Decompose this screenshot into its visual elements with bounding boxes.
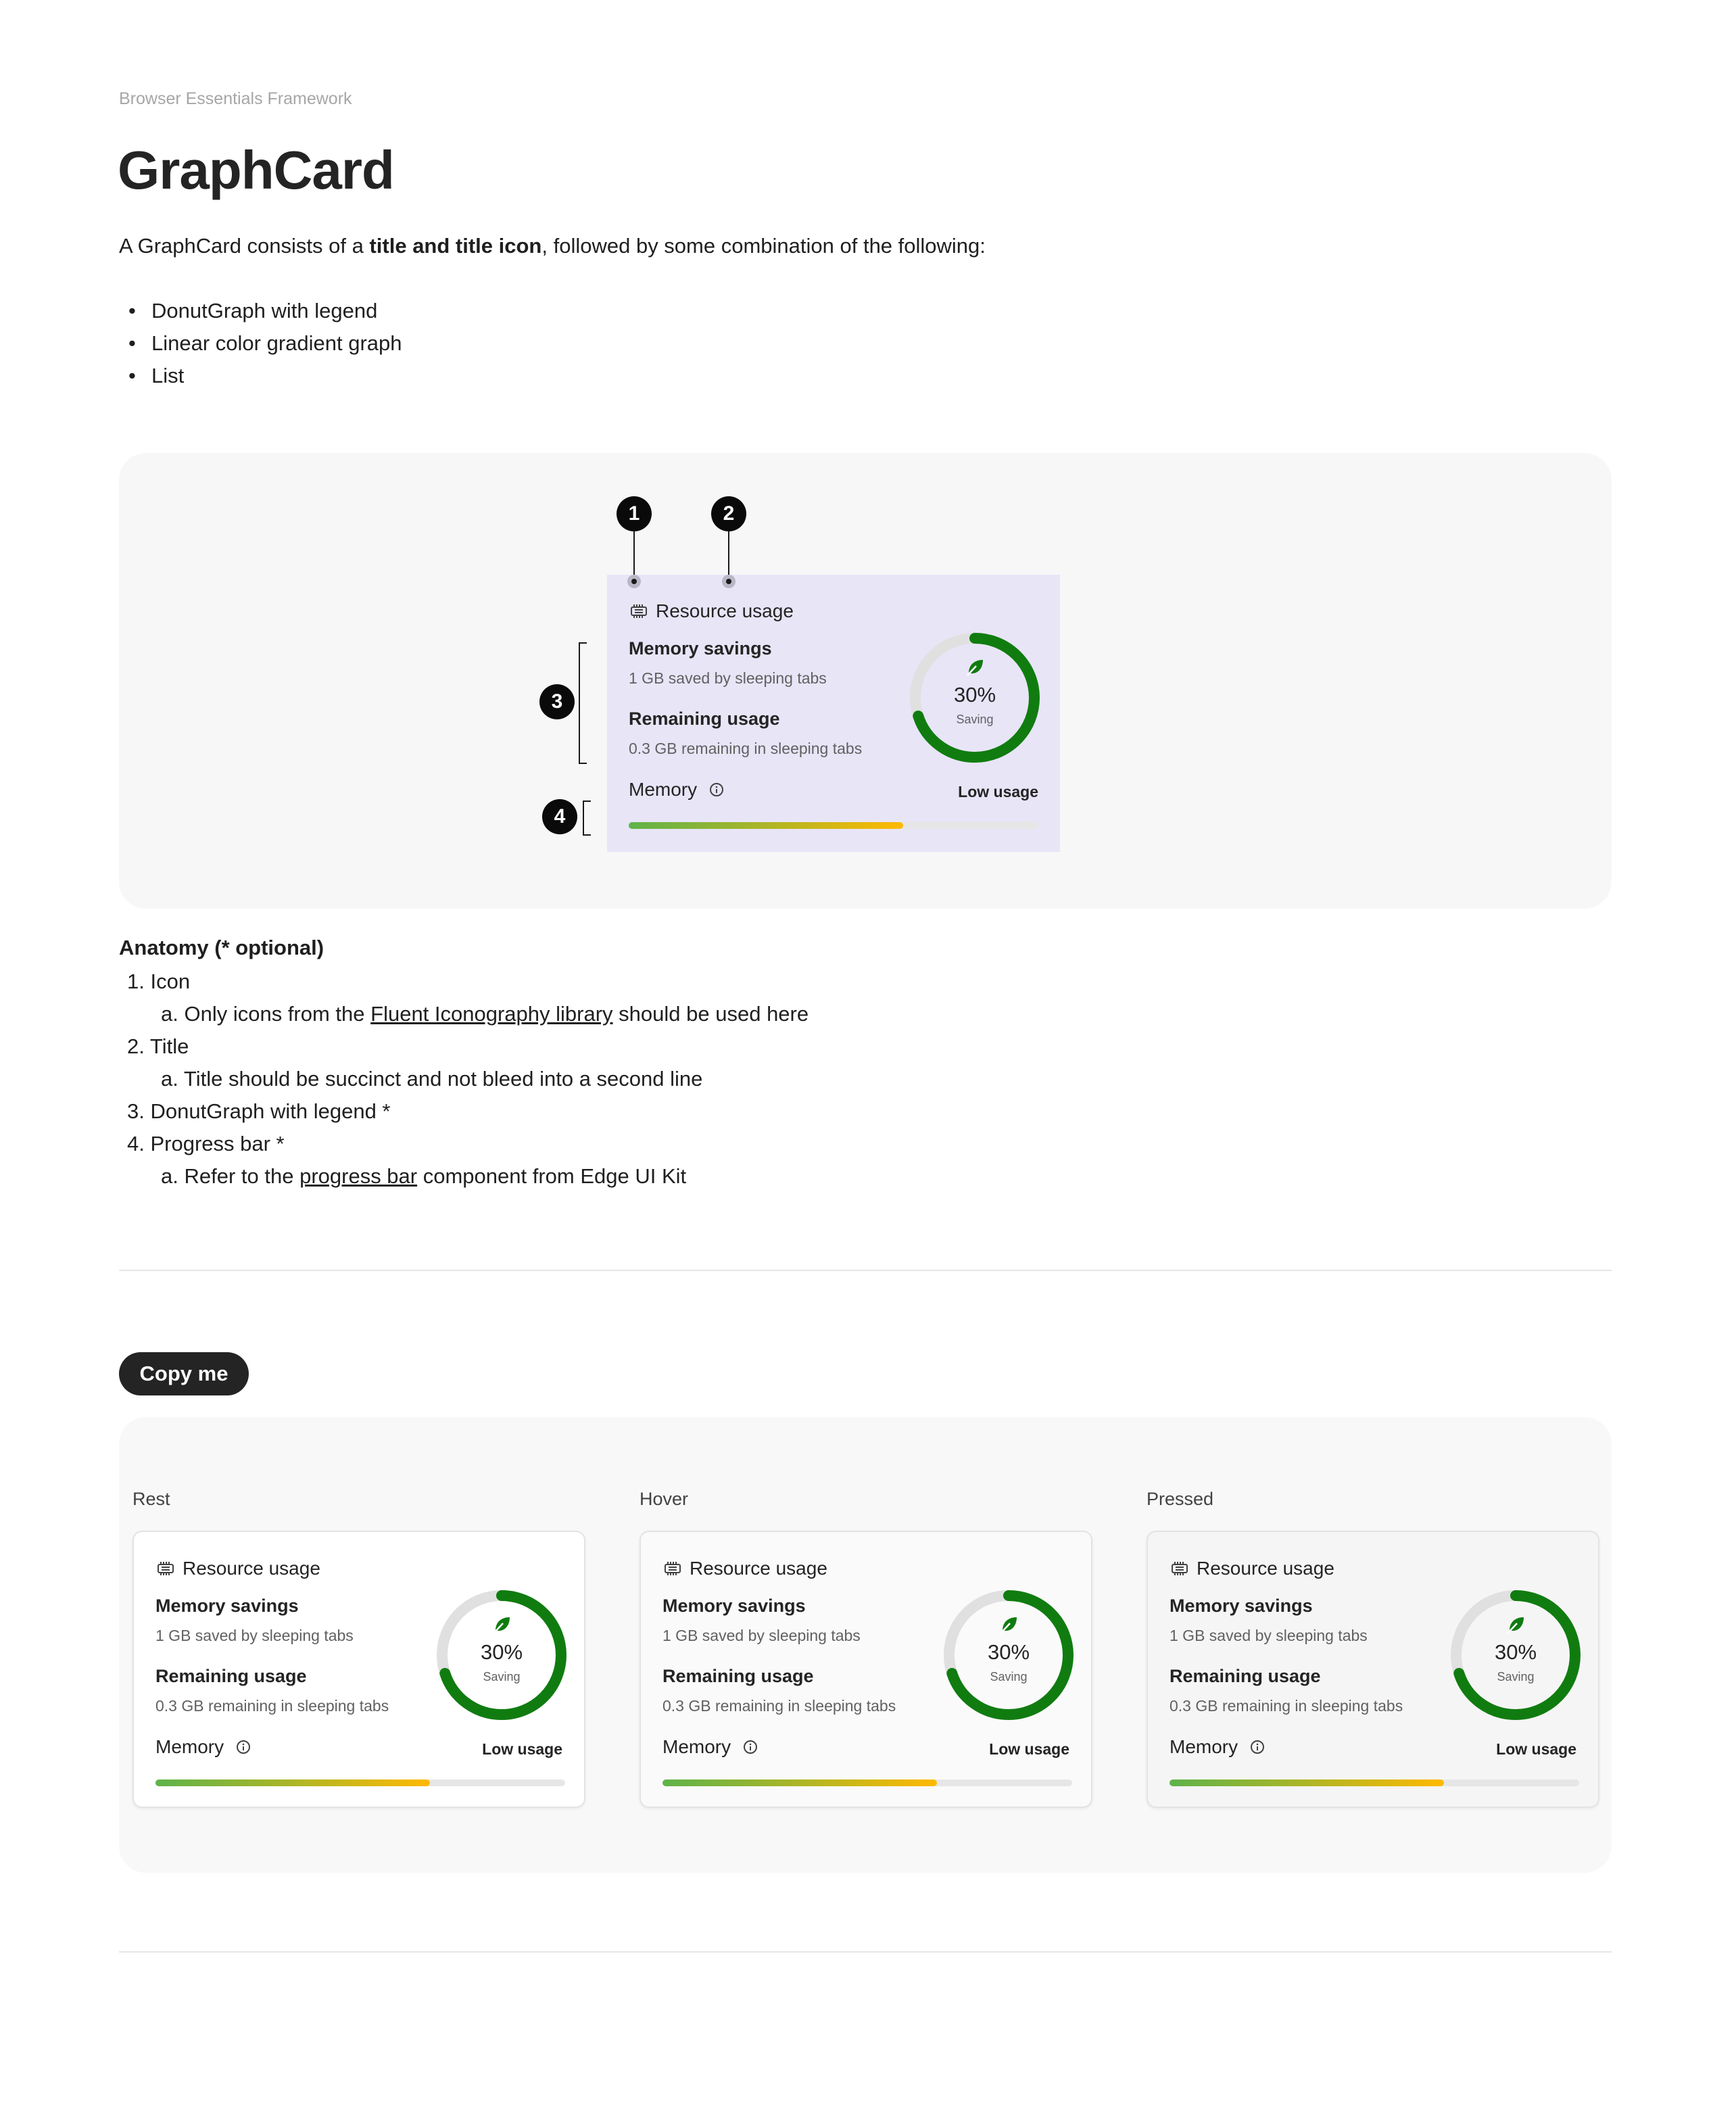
memory-chip-icon bbox=[629, 604, 649, 619]
progress-status: Low usage bbox=[1496, 1740, 1576, 1758]
legend-heading: Memory savings bbox=[1170, 1596, 1313, 1616]
marker-4: 4 bbox=[542, 799, 577, 834]
donut-caption: Saving bbox=[1497, 1670, 1535, 1683]
legend-heading: Remaining usage bbox=[662, 1666, 814, 1686]
donut-caption: Saving bbox=[483, 1670, 521, 1683]
donut-percent: 30% bbox=[987, 1640, 1030, 1664]
progress-bar-link[interactable]: progress bar bbox=[299, 1164, 418, 1188]
marker-2: 2 bbox=[711, 496, 746, 531]
marker-2-leader bbox=[728, 531, 729, 575]
progress-status: Low usage bbox=[958, 783, 1038, 800]
progress-label-row bbox=[629, 779, 724, 800]
memory-chip-icon bbox=[1170, 1561, 1190, 1576]
info-icon bbox=[709, 782, 724, 797]
progress-fill bbox=[662, 1779, 937, 1786]
card-title: Resource usage bbox=[1197, 1558, 1334, 1579]
marker-3-bracket bbox=[579, 642, 587, 764]
card-title-row bbox=[662, 1558, 827, 1579]
bullet-item: • Linear color gradient graph bbox=[128, 327, 402, 360]
leaf-icon bbox=[998, 1615, 1019, 1635]
graph-card-rest[interactable] bbox=[132, 1531, 585, 1808]
donut-caption: Saving bbox=[990, 1670, 1028, 1683]
card-title-row bbox=[629, 600, 794, 622]
state-label-hover: Hover bbox=[640, 1489, 689, 1509]
progress-track bbox=[662, 1779, 1072, 1786]
bullet-item: • DonutGraph with legend bbox=[128, 295, 402, 327]
anatomy-item: 3. DonutGraph with legend * bbox=[127, 1099, 391, 1123]
donut-percent: 30% bbox=[1494, 1640, 1537, 1664]
fluent-iconography-link[interactable]: Fluent Iconography library bbox=[370, 1002, 613, 1026]
anatomy-item: 4. Progress bar * bbox=[127, 1132, 285, 1155]
legend-heading: Memory savings bbox=[629, 638, 772, 659]
legend-detail: 1 GB saved by sleeping tabs bbox=[662, 1627, 861, 1644]
donut-percent: 30% bbox=[953, 683, 996, 707]
anatomy-subitem: a. Refer to the progress bar component from Edge UI Kit bbox=[161, 1164, 687, 1188]
copy-me-button[interactable]: Copy me bbox=[119, 1352, 249, 1395]
intro-bullets bbox=[128, 295, 402, 392]
marker-1: 1 bbox=[617, 496, 652, 531]
legend-heading: Remaining usage bbox=[1170, 1666, 1321, 1686]
marker-1-anchor bbox=[627, 575, 641, 588]
progress-label-row bbox=[1170, 1736, 1265, 1758]
donut-caption: Saving bbox=[956, 713, 994, 726]
legend-detail: 1 GB saved by sleeping tabs bbox=[155, 1627, 354, 1644]
card-title: Resource usage bbox=[656, 600, 794, 621]
intro-text: A GraphCard consists of a title and title icon, followed by some combination of the following: bbox=[119, 234, 986, 258]
info-icon[interactable] bbox=[236, 1740, 251, 1754]
marker-2-anchor bbox=[722, 575, 736, 588]
legend-heading: Memory savings bbox=[662, 1596, 806, 1616]
legend-detail: 1 GB saved by sleeping tabs bbox=[629, 669, 827, 687]
card-title-row bbox=[155, 1558, 320, 1579]
graph-card-pressed[interactable] bbox=[1147, 1531, 1599, 1808]
breadcrumb: Browser Essentials Framework bbox=[119, 89, 352, 108]
legend-heading: Remaining usage bbox=[155, 1666, 307, 1686]
card-title: Resource usage bbox=[183, 1558, 320, 1579]
card-title-row bbox=[1170, 1558, 1334, 1579]
marker-4-bracket bbox=[583, 800, 591, 836]
legend-detail: 0.3 GB remaining in sleeping tabs bbox=[1170, 1697, 1403, 1715]
legend-heading: Memory savings bbox=[155, 1596, 299, 1616]
info-icon[interactable] bbox=[1250, 1740, 1265, 1754]
memory-chip-icon bbox=[662, 1561, 683, 1576]
marker-1-leader bbox=[633, 531, 635, 575]
info-icon[interactable] bbox=[743, 1740, 758, 1754]
section-divider bbox=[119, 1951, 1612, 1953]
marker-3: 3 bbox=[539, 684, 575, 719]
anatomy-subitem: a. Only icons from the Fluent Iconography library should be used here bbox=[161, 1002, 809, 1026]
state-label-pressed: Pressed bbox=[1147, 1489, 1214, 1509]
progress-fill bbox=[629, 822, 903, 829]
progress-label: Memory bbox=[155, 1736, 224, 1757]
legend-heading: Remaining usage bbox=[629, 709, 780, 729]
progress-status: Low usage bbox=[989, 1740, 1069, 1758]
page-title: GraphCard bbox=[118, 140, 394, 200]
progress-track bbox=[155, 1779, 565, 1786]
leaf-icon bbox=[491, 1615, 512, 1635]
anatomy-subitem: a. Title should be succinct and not bleed into a second line bbox=[161, 1067, 703, 1091]
progress-label: Memory bbox=[629, 779, 698, 800]
anatomy-item: 2. Title bbox=[127, 1034, 189, 1058]
progress-label: Memory bbox=[662, 1736, 731, 1757]
progress-fill bbox=[155, 1779, 430, 1786]
legend-detail: 0.3 GB remaining in sleeping tabs bbox=[662, 1697, 896, 1715]
bullet-item: • List bbox=[128, 360, 402, 392]
card-title: Resource usage bbox=[690, 1558, 827, 1579]
memory-chip-icon bbox=[155, 1561, 176, 1576]
progress-track bbox=[629, 822, 1038, 829]
leaf-icon bbox=[1505, 1615, 1526, 1635]
progress-fill bbox=[1170, 1779, 1444, 1786]
progress-label: Memory bbox=[1170, 1736, 1238, 1757]
graph-card-hover[interactable] bbox=[640, 1531, 1092, 1808]
legend-detail: 0.3 GB remaining in sleeping tabs bbox=[155, 1697, 389, 1715]
graph-card-anatomy bbox=[607, 575, 1060, 852]
progress-track bbox=[1170, 1779, 1579, 1786]
anatomy-item: 1. Icon bbox=[127, 970, 191, 993]
legend-detail: 1 GB saved by sleeping tabs bbox=[1170, 1627, 1368, 1644]
intro-bold: title and title icon bbox=[369, 234, 542, 258]
anatomy-title: Anatomy (* optional) bbox=[119, 936, 324, 959]
section-divider bbox=[119, 1270, 1612, 1271]
state-label-rest: Rest bbox=[132, 1489, 170, 1509]
progress-label-row bbox=[155, 1736, 251, 1758]
progress-label-row bbox=[662, 1736, 758, 1758]
progress-status: Low usage bbox=[482, 1740, 562, 1758]
donut-percent: 30% bbox=[480, 1640, 523, 1664]
legend-detail: 0.3 GB remaining in sleeping tabs bbox=[629, 740, 863, 757]
leaf-icon bbox=[965, 657, 985, 677]
